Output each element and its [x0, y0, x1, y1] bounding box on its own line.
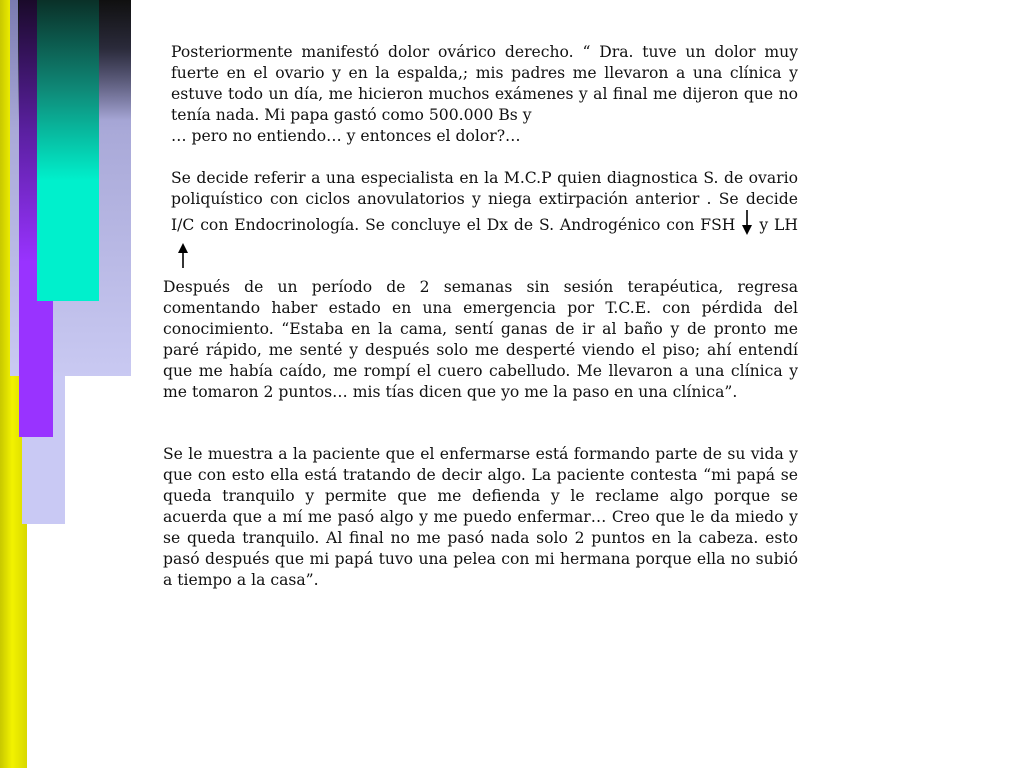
arrow-up-icon: [177, 242, 189, 274]
paragraph-ovarian-pain: [171, 42, 798, 147]
paragraph-patient-reply: Se le muestra a la paciente que el enfermarse está formando parte de su vida y que con esto ella está tratando de decir algo. La paciente contesta “mi papá se queda tranquilo y permite que me defienda y le reclame algo porque se acuerda que a mí me pasó algo y me puedo enfermar… Creo que le da miedo y se queda tranquilo. Al final no me pasó nada solo 2 puntos en la cabeza. esto pasó después que mi papá tuvo una pelea con mi hermana porque ella no subió a tiempo a la casa”.: [163, 445, 798, 589]
paragraph-text: … pero no entiendo… y entonces el dolor?…: [171, 127, 521, 145]
teal-decor-bar: [37, 0, 99, 301]
arrow-down-icon: [741, 210, 753, 242]
paragraph-emergency: Después de un período de 2 semanas sin sesión terapéutica, regresa comentando haber estado en una emergencia por T.C.E. con pérdida del conocimiento. “Estaba en la cama, sentí ganas de ir al baño y de pronto me paré rápido, me senté y después solo me desperté viendo el piso; ahí entendí que me había caído, me rompí el cuero cabelludo. Me llevaron a una clínica y me tomaron 2 puntos… mis tías dicen que yo me la paso en una clínica”.: [163, 278, 798, 401]
paragraph-text: Se decide referir a una especialista en la M.C.P quien diagnostica S. de ovario poliquístico con ciclos anovulatorios y niega extirpación anterior . Se decide I/C con Endocrinología. Se concluye el Dx de S. Androgénico con FSH: [171, 169, 798, 234]
paragraph-text: y LH: [759, 216, 798, 234]
paragraph-text: Posteriormente manifestó dolor ovárico derecho. “ Dra. tuve un dolor muy fuerte en el ovario y en la espalda,; mis padres me llevaron a una clínica y estuve todo un día, me hicieron muchos exámenes y al final me dijeron que no tenía nada. Mi papa gastó como 500.000 Bs y: [171, 43, 798, 124]
paragraph-diagnosis: [171, 168, 798, 274]
